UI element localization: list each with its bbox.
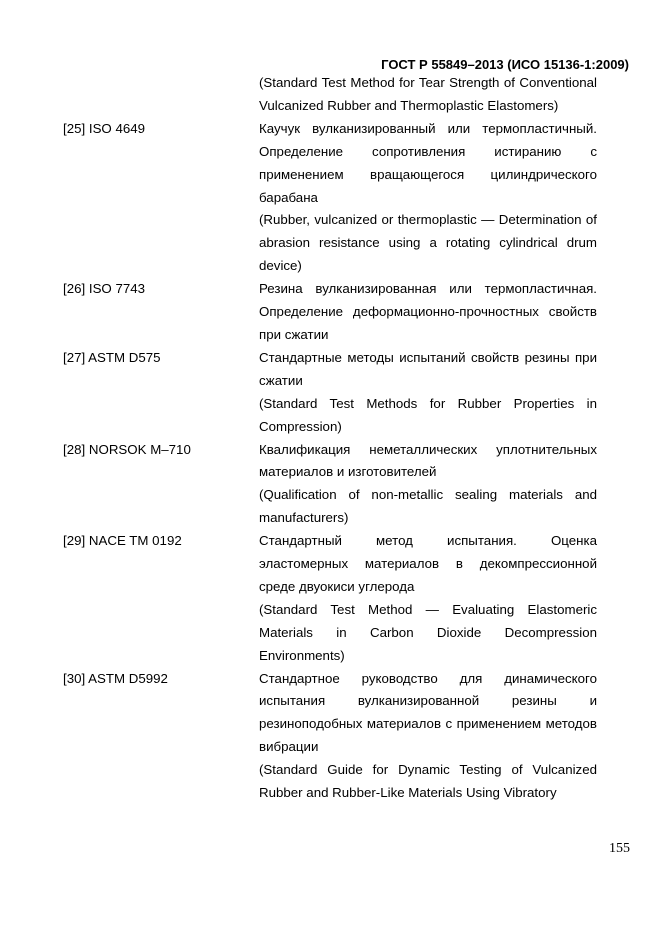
reference-description bbox=[259, 347, 597, 439]
standard-header: ГОСТ Р 55849–2013 (ИСО 15136-1:2009) bbox=[381, 57, 629, 72]
reference-entry bbox=[63, 118, 597, 278]
reference-id: [25] ISO 4649 bbox=[63, 120, 146, 136]
reference-entry bbox=[63, 668, 597, 805]
page-number: 155 bbox=[609, 841, 630, 856]
reference-text-ru: Квалификация неметаллических уплотнительных материалов и изготовителей bbox=[259, 441, 597, 480]
reference-text-ru: Резина вулканизированная или термопластичная. Определение деформационно-прочностных свойств при сжатии bbox=[259, 281, 597, 342]
reference-entry bbox=[63, 530, 597, 667]
reference-description bbox=[259, 668, 597, 805]
reference-text-en: (Standard Test Methods for Rubber Properties in Compression) bbox=[259, 395, 597, 434]
reference-entry bbox=[63, 439, 597, 531]
reference-text-ru: Каучук вулканизированный или термопластичный. Определение сопротивления истиранию с применением вращающегося цилиндрического барабана bbox=[259, 120, 597, 205]
reference-text-en: (Standard Test Method — Evaluating Elastomeric Materials in Carbon Dioxide Decompression Environments) bbox=[259, 601, 597, 663]
reference-text-en: (Standard Test Method for Tear Strength of Conventional Vulcanized Rubber and Thermoplastic Elastomers) bbox=[259, 75, 597, 113]
reference-id: [30] ASTM D5992 bbox=[63, 670, 168, 686]
bibliography-list bbox=[63, 72, 597, 805]
reference-id: [26] ISO 7743 bbox=[63, 281, 146, 297]
reference-text-en: (Qualification of non-metallic sealing materials and manufacturers) bbox=[259, 487, 597, 526]
reference-id: [28] NORSOK M–710 bbox=[63, 441, 191, 457]
reference-text-ru: Стандартное руководство для динамического испытания вулканизированной резины и резиноподобных материалов с применением методов вибрации bbox=[259, 670, 597, 755]
reference-text-en: (Rubber, vulcanized or thermoplastic — Determination of abrasion resistance using a rotating cylindrical drum device) bbox=[259, 212, 597, 274]
reference-description bbox=[259, 439, 597, 531]
reference-id: [27] ASTM D575 bbox=[63, 349, 161, 365]
reference-text-ru: Стандартный метод испытания. Оценка эластомерных материалов в декомпрессионной среде двуокиси углерода bbox=[259, 533, 597, 594]
reference-entry bbox=[63, 72, 597, 118]
reference-text-ru: Стандартные методы испытаний свойств резины при сжатии bbox=[259, 349, 597, 388]
reference-description bbox=[259, 530, 597, 667]
reference-id: [29] NACE TM 0192 bbox=[63, 533, 182, 549]
reference-description bbox=[259, 72, 597, 118]
reference-entry bbox=[63, 278, 597, 347]
reference-description bbox=[259, 118, 597, 278]
reference-description bbox=[259, 278, 597, 347]
reference-entry bbox=[63, 347, 597, 439]
reference-text-en: (Standard Guide for Dynamic Testing of Vulcanized Rubber and Rubber-Like Materials Using Vibratory bbox=[259, 762, 597, 801]
